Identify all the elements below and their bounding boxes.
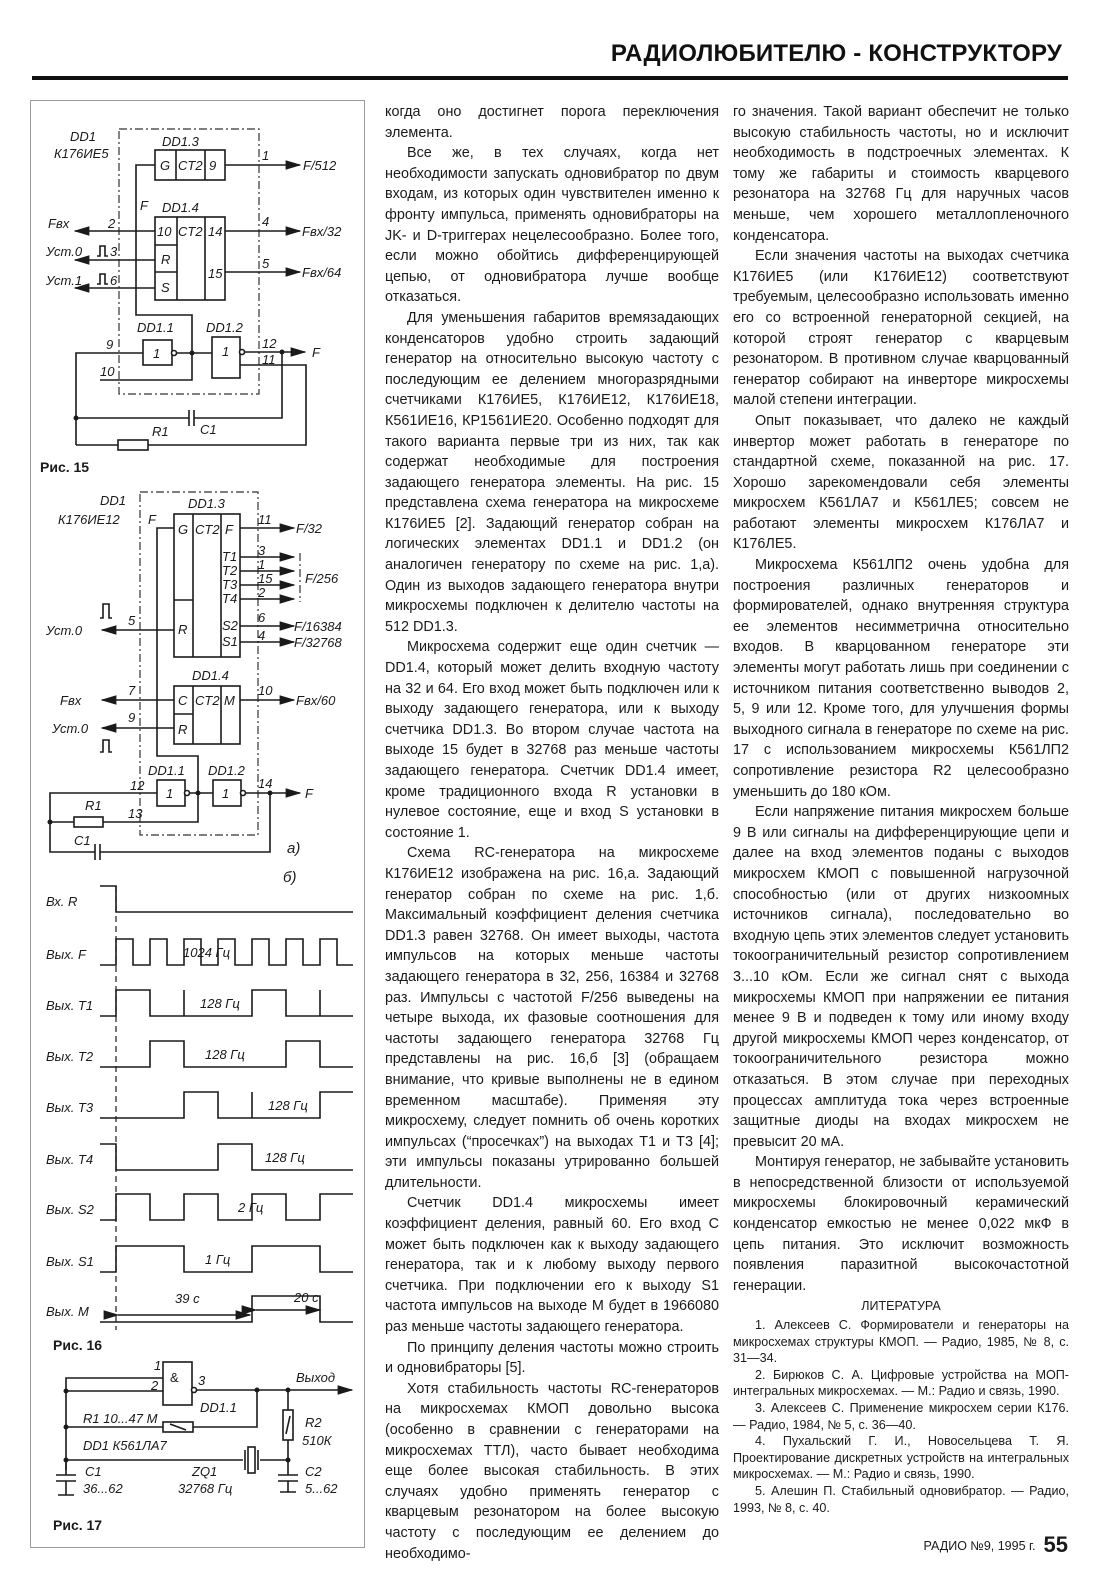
- literature-heading: ЛИТЕРАТУРА: [861, 1299, 941, 1314]
- label: 3: [258, 543, 266, 558]
- label: 510К: [302, 1433, 332, 1448]
- label: F: [140, 198, 148, 213]
- label: F: [305, 786, 313, 801]
- label: DD1.4: [192, 668, 229, 683]
- label: DD1.1: [148, 763, 185, 778]
- frequency-label: 1024 Гц: [183, 945, 231, 960]
- signal-label: Вых. S1: [46, 1254, 94, 1269]
- figure-17: [53, 1358, 352, 1533]
- label: 9: [106, 337, 114, 352]
- signal-label: Вых. S2: [46, 1202, 94, 1217]
- label: Fвх: [60, 693, 82, 708]
- label: 11: [262, 352, 276, 367]
- label: Уст.0: [46, 244, 83, 259]
- label: R: [178, 622, 188, 637]
- label: 5: [262, 256, 270, 271]
- label: C1: [200, 422, 217, 437]
- paragraph: Опыт показывает, что далеко не каждый инвертор может работать в генераторе по стандартной схеме, показанной на рис. 17. Хорошо зарекомендовали себя элементы микросхем К561ЛА7 и К561ЛЕ5; совсем не работают элементы микросхем К176ЛА7 и К176ЛЕ5.: [733, 412, 1069, 553]
- page-number: 55: [1043, 1532, 1068, 1557]
- label: C2: [305, 1464, 322, 1479]
- label: C1: [74, 833, 91, 848]
- label: 11: [258, 512, 272, 527]
- label: C: [178, 693, 188, 708]
- label: S1: [222, 634, 238, 649]
- label: G: [160, 158, 171, 173]
- label: DD1.1: [137, 320, 174, 335]
- signal-label: Вх. R: [46, 894, 78, 909]
- label: R: [161, 252, 171, 267]
- label: 4: [258, 628, 266, 643]
- label: M: [224, 693, 235, 708]
- label: 1: [154, 1358, 162, 1373]
- signal-label: Вых. F: [46, 947, 86, 962]
- paragraph: Монтируя генератор, не забывайте установить в непосредственной близости от используемой микросхемы блокировочный керамический конденсатор емкостью не менее 0,022 мкФ в цепь питания. Это исключит возможность появления паразитной высокочастотной генерации.: [733, 1154, 1069, 1294]
- label: DD1.1: [200, 1400, 237, 1415]
- label: Уст.1: [46, 273, 83, 288]
- label: Fвх/32: [302, 224, 342, 239]
- label: F: [225, 522, 233, 537]
- label: T2: [222, 563, 238, 578]
- label: 7: [128, 683, 136, 698]
- label: DD1: [70, 129, 97, 144]
- label: 1: [262, 148, 270, 163]
- issue-info: РАДИО №9, 1995 г.: [923, 1539, 1036, 1553]
- figure-caption: Рис. 15: [40, 459, 90, 475]
- label: DD1.2: [206, 320, 243, 335]
- label: К176ИЕ12: [58, 512, 120, 527]
- label: 2: [151, 1378, 159, 1393]
- label: 15: [208, 266, 223, 281]
- label: 9: [209, 158, 217, 173]
- paragraph: го значения. Такой вариант обеспечит не только высокую стабильность частоты, но и исключит необходимость в подстроечных элементах. К тому же габариты и стоимость кварцевого резонатора на 32768 Гц для наручных часов меньше, чем хорошего металлопленочного конденсатора.: [733, 104, 1069, 244]
- label: F/32: [296, 521, 323, 536]
- label: S2: [222, 618, 238, 633]
- figure-16a: [45, 492, 342, 860]
- frequency-label: 1 Гц: [205, 1252, 231, 1267]
- label: R1 10...47 М: [83, 1411, 158, 1426]
- label: Fвх/60: [296, 693, 336, 708]
- paragraph: Если значения частоты на выходах счетчика К176ИЕ5 (или К176ИЕ12) соответствуют требуемым, целесообразно использовать именно его со встроенной генераторной секцией, на которой строят генератор с кварцевым резонатором. В противном случае кварцованный генератор собирают на инверторе микросхемы малой степени интеграции.: [733, 248, 1069, 409]
- signal-label: Вых. M: [46, 1304, 89, 1319]
- label: DD1.3: [162, 134, 199, 149]
- label: б): [283, 869, 297, 886]
- label: Fвх: [48, 216, 70, 231]
- label: 15: [258, 571, 273, 586]
- reference-item: 3. Алексеев С. Применение микросхем серии К176. — Радио, 1984, № 5, с. 36—40.: [733, 1401, 1069, 1432]
- label: S: [161, 280, 170, 295]
- label: 2: [108, 216, 116, 231]
- paragraph: Счетчик DD1.4 микросхемы имеет коэффициент деления, равный 60. Его вход С может быть подключен как к выходу задающего генератора, так и к любому выходу первого счетчика. При подключении его к выходу S1 частота импульсов на выходе М будет в 1966080 раз меньше частоты задающего генератора.: [385, 1195, 719, 1336]
- label: CT2: [178, 224, 203, 239]
- waveform: [100, 1144, 353, 1170]
- paragraph: По принципу деления частоты можно строить и одновибраторы [5].: [385, 1339, 719, 1377]
- paragraph: Все же, в тех случаях, когда нет необходимости запускать одновибратор по двум входам, из которых один чувствителен именно к фронту импульса, применять одновибраторы на JK- и D-триггерах нецелесообразно. Более того, если можно обойтись дифференцирующей цепью, от одновибратора лучше вообще отказаться.: [385, 145, 719, 306]
- paragraph: Микросхема содержит еще один счетчик — DD1.4, который может делить входную частоту на 32 и 64. Его вход может быть подключен или к выходу задающего генератора, или к выходу счетчика DD1.3. Во втором случае частота на выходе 15 будет в 32768 раз меньше частоты задающего генератора. Счетчик DD1.4 имеет, кроме традиционного входа R установки в нулевое состояние, еще и вход S установки в состояние 1.: [385, 639, 719, 841]
- signal-label: Вых. T1: [46, 998, 94, 1013]
- label: 2: [258, 585, 266, 600]
- label: 5: [128, 613, 136, 628]
- label: 3: [110, 244, 118, 259]
- figure-16b-timing: [46, 869, 353, 1353]
- label: 14: [208, 224, 223, 239]
- label: DD1.3: [188, 496, 225, 511]
- label: F/256: [305, 571, 339, 586]
- figure-caption: Рис. 16: [53, 1337, 103, 1353]
- label: 6: [258, 610, 266, 625]
- label: T1: [222, 549, 238, 564]
- label: 5...62: [305, 1481, 338, 1496]
- label: 1: [222, 344, 230, 359]
- label: T3: [222, 577, 238, 592]
- frequency-label: 128 Гц: [200, 996, 240, 1011]
- label: ZQ1: [192, 1464, 218, 1479]
- signal-label: Вых. T2: [46, 1049, 94, 1064]
- label: Уст.0: [46, 623, 83, 638]
- label: 1: [258, 557, 266, 572]
- label: 12: [262, 336, 277, 351]
- reference-item: 2. Бирюков С. А. Цифровые устройства на МОП-интегральных микросхемах. — М.: Радио и связь, 1990.: [733, 1367, 1069, 1399]
- label: T4: [222, 591, 238, 606]
- label: Уст.0: [52, 721, 89, 736]
- label: 39 с: [175, 1291, 200, 1306]
- paragraph: когда оно достигнет порога переключения элемента.: [385, 104, 719, 141]
- label: 12: [130, 778, 145, 793]
- paragraph: Схема RC-генератора на микросхеме К176ИЕ12 изображена на рис. 16,а. Задающий генератор собран по схеме на рис. 1,б. Максимальный коэффициент деления счетчика DD1.3 равен 32768. Он имеет выходы, частота импульсов на которых меньше частоты задающего генератора в 32, 256, 16384 и 32768 раз. Импульсы с частотой F/256 выведены на четыре выхода, их фазовые соотношения для частоты задающего генератора 32768 Гц представлены на рис. 16,б [3] (обращаем внимание, что кривые выполнены не в едином временном масштабе). Применяя эту микросхему, следует помнить об очень коротких импульсах (“просечках”) на выходах Т1 и Т3 [4]; эти импульсы показаны утрированно большей длительности.: [385, 845, 719, 1191]
- label: R1: [152, 424, 169, 439]
- signal-label: Вых. T3: [46, 1100, 94, 1115]
- paragraph: Микросхема К561ЛП2 очень удобна для построения различных генераторов и формирователей, однако внутренняя структура ее элементов несимметрична относительно входов. В кварцованном генераторе эти элементы могут работать лишь при соединении с источником питания соответственно выводов 2, 5, 9 или 12. Кроме того, для улучшения формы выходного сигнала в генераторе по схеме на рис. 17 с использованием микросхемы К561ЛП2 сопротивление резистора R2 целесообразно уменьшить до 180 кОм.: [733, 557, 1069, 800]
- label: F/16384: [294, 619, 342, 634]
- label: 9: [128, 710, 136, 725]
- label: Fвх/64: [302, 265, 342, 280]
- waveform: [100, 1092, 353, 1118]
- label: 10: [157, 224, 172, 239]
- label: а): [287, 840, 301, 857]
- text-column-right: [733, 102, 1069, 1516]
- label: F: [312, 345, 320, 360]
- frequency-label: 128 Гц: [205, 1047, 245, 1062]
- paragraph: Хотя стабильность частоты RC-генераторов на микросхемах КМОП довольно высока (особенно в сравнении с генераторами на микросхемах ТТЛ), часто бывает необходима еще более высокая стабильность. В этих случаях удобно применять генератор с кварцевым резонатором на более высокую частоту с последующим ее делением до необходимо-: [385, 1380, 719, 1562]
- label: DD1.4: [162, 200, 199, 215]
- label: CT2: [178, 158, 203, 173]
- frequency-label: 128 Гц: [265, 1150, 305, 1165]
- label: F/512: [303, 158, 337, 173]
- label: F: [148, 512, 156, 527]
- label: К176ИЕ5: [54, 146, 109, 161]
- label: 1: [153, 346, 161, 361]
- label: 6: [110, 273, 118, 288]
- label: 10: [100, 364, 115, 379]
- page-footer: [924, 1532, 1068, 1558]
- waveform: [100, 886, 353, 912]
- label: R2: [305, 1415, 322, 1430]
- label: DD1: [100, 493, 127, 508]
- text-column-middle: [385, 102, 719, 1564]
- figure-15: [40, 129, 342, 475]
- label: CT2: [195, 693, 220, 708]
- label: DD1.2: [208, 763, 245, 778]
- section-title: РАДИОЛЮБИТЕЛЮ - КОНСТРУКТОРУ: [610, 40, 1062, 67]
- label: F/32768: [294, 635, 342, 650]
- label: 36...62: [83, 1481, 123, 1496]
- label: 3: [198, 1373, 206, 1388]
- label: 1: [222, 786, 230, 801]
- label: C1: [85, 1464, 102, 1479]
- label: CT2: [195, 522, 220, 537]
- reference-item: 1. Алексеев С. Формирователи и генераторы на микросхемах структуры КМОП. — Радио, 1985, № 8, с. 31—34.: [733, 1318, 1069, 1366]
- label: 13: [128, 806, 143, 821]
- reference-item: 4. Пухальский Г. И., Новосельцева Т. Я. Проектирование дискретных устройств на интегральных микросхемах. — М.: Радио и связь, 1990.: [733, 1434, 1069, 1482]
- label: R1: [85, 798, 102, 813]
- label: Выход: [296, 1370, 336, 1385]
- label: 10: [258, 683, 273, 698]
- label: DD1 К561ЛА7: [83, 1438, 167, 1453]
- label: G: [178, 522, 189, 537]
- frequency-label: 128 Гц: [268, 1098, 308, 1113]
- signal-label: Вых. T4: [46, 1152, 94, 1167]
- paragraph: Для уменьшения габаритов времязадающих конденсаторов удобно строить задающий генератор на относительно высокую частоту с последующим ее делением многоразрядными счетчиками К176ИЕ5, К176ИЕ12, К176ИЕ18, К561ИЕ16, КР1561ИЕ20. Особенно подходят для такого варианта первые три из них, так как содержат необходимые для построения задающего генератора элементы. На рис. 15 представлена схема генератора на микросхеме К176ИЕ5 [2]. Задающий генератор собран на логических элементах DD1.1 и DD1.2 (он аналогичен генератору по схеме на рис. 1,а). Один из выходов задающего генератора внутри микросхемы подключен к делителю частоты на 512 DD1.3.: [385, 309, 719, 635]
- figure-caption: Рис. 17: [53, 1517, 103, 1533]
- label: R: [178, 722, 188, 737]
- paragraph: Если напряжение питания микросхем больше 9 В или сигналы на дифференцирующие цепи и далее на вход элементов поданы с выходов микросхем КМОП с повышенной нагрузочной способностью (или от других низкоомных источников сигнала), последовательно во входную цепь этих элементов следует установить токоограничительный резистор сопротивлением 3...10 кОм. Если же сигнал снят с выхода микросхемы КМОП при напряжении ее питания менее 9 В и подведен к тому или иному входу другой микросхемы КМОП через конденсатор, от токоограничительного резистора можно отказаться. В этом случае при переходных процессах амплитуда тока через встроенные защитные диоды на входах микросхем не превысит 20 мА.: [733, 804, 1069, 1150]
- label: 32768 Гц: [178, 1481, 233, 1496]
- reference-item: 5. Алешин П. Стабильный одновибратор. — Радио, 1993, № 8, с. 40.: [733, 1483, 1069, 1515]
- frequency-label: 2 Гц: [238, 1200, 264, 1215]
- label: 4: [262, 214, 270, 229]
- figures-svg: [0, 0, 370, 1580]
- label: 14: [258, 776, 273, 791]
- waveform: [100, 1194, 353, 1220]
- label: 20 с: [294, 1290, 319, 1305]
- label: &: [170, 1370, 179, 1385]
- label: 1: [166, 786, 174, 801]
